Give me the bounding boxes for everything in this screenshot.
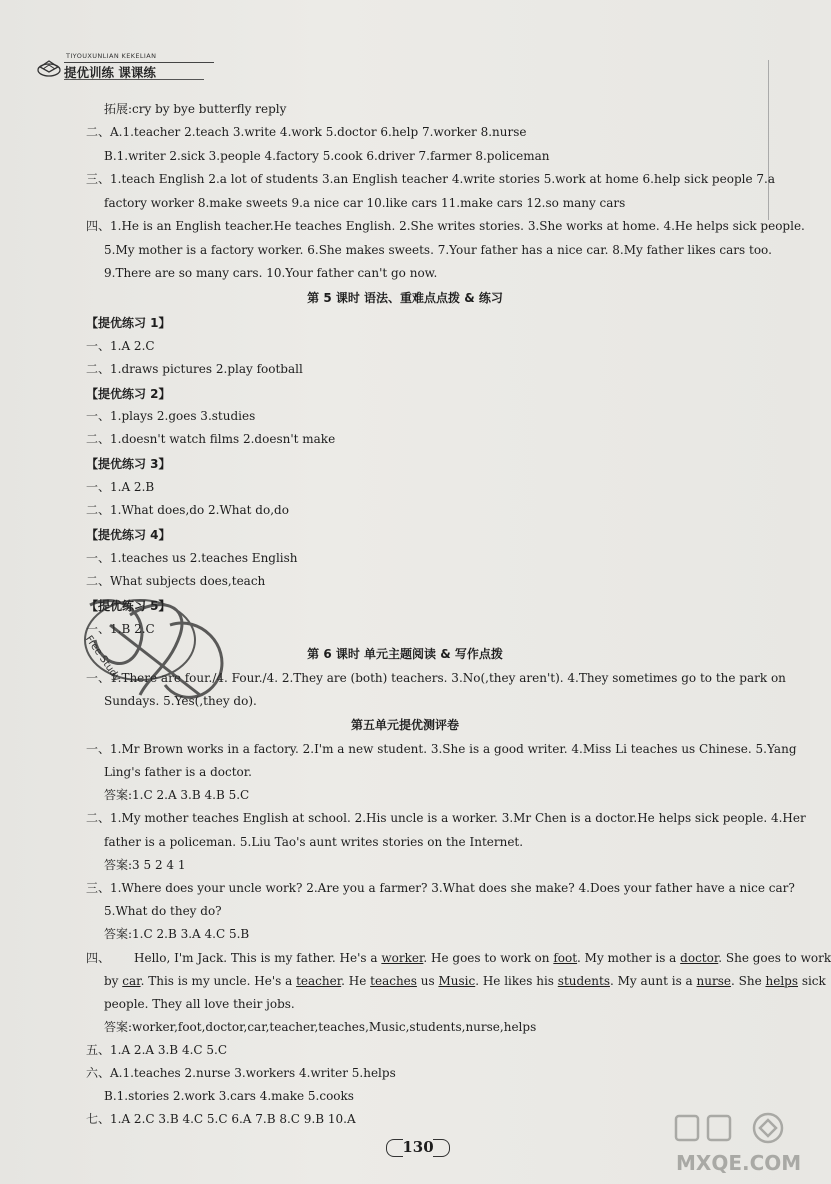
filled-blank: worker [381,951,424,965]
text-line: 一、1.A 2.C [86,339,155,353]
text-line: 一、1.plays 2.goes 3.studies [86,409,256,423]
passage-line-1 [86,950,831,966]
header-title: 提优训练 课课练 [64,65,156,80]
section-heading: 【提优练习 4】 [86,528,171,542]
filled-blank: nurse [696,974,731,988]
filled-blank: teaches [370,974,417,988]
answer-line: 答案:worker,foot,doctor,car,teacher,teaches,Music,students,nurse,helps [104,1020,537,1034]
section-heading: 【提优练习 5】 [86,599,171,613]
passage-text: . My mother is a [577,951,681,965]
text-line: 一、1.A 2.B [86,480,155,494]
page-number-bracket-right [433,1139,450,1157]
passage-text: . He goes to work on [423,951,554,965]
watermark-logo-icon [668,1110,802,1180]
text-line: 一、1.Mr Brown works in a factory. 2.I'm a new student. 3.She is a good writer. 4.Miss Li teaches us Chinese. 5.Yang [86,742,797,756]
text-line: 一、1.There are four./4. Four./4. 2.They are (both) teachers. 3.No(,they aren't). 4.They sometimes go to the park on [86,671,786,685]
text-line: 5.My mother is a factory worker. 6.She makes sweets. 7.Your father has a nice car. 8.My father likes cars too. [104,243,772,257]
text-line: 五、1.A 2.A 3.B 4.C 5.C [86,1043,228,1057]
text-line: 二、1.doesn't watch films 2.doesn't make [86,432,336,446]
text-line: father is a policeman. 5.Liu Tao's aunt writes stories on the Internet. [104,835,524,849]
passage-text: . My aunt is a [609,974,697,988]
stamp-text: Free Study [82,633,123,684]
answer-line: 答案:3 5 2 4 1 [104,858,186,872]
text-line: 二、1.My mother teaches English at school. 2.His uncle is a worker. 3.Mr Chen is a doctor.He helps sick people. 4.Her [86,811,806,825]
header-rule-bottom [64,79,204,80]
text-line: 9.There are so many cars. 10.Your father can't go now. [104,266,438,280]
passage-text: by [104,974,123,988]
filled-blank: students [557,974,610,988]
header-pinyin: TIYOUXUNLIAN KEKELIAN [66,52,157,60]
text-line: Ling's father is a doctor. [104,765,252,779]
passage-text: . She goes to work [718,951,831,965]
text-line: 一、1.B 2.C [86,622,155,636]
text-line: 三、1.Where does your uncle work? 2.Are you a farmer? 3.What does she make? 4.Does your father have a nice car? [86,881,795,895]
text-line: 5.What do they do? [104,904,222,918]
text-line: B.1.stories 2.work 3.cars 4.make 5.cooks [104,1089,354,1103]
section-heading: 【提优练习 2】 [86,387,171,401]
page-number-text: 130 [402,1138,434,1156]
lesson6-title: 第 6 课时 单元主题阅读 & 写作点拨 [307,647,503,661]
section-heading: 【提优练习 1】 [86,316,171,330]
filled-blank: Music [438,974,476,988]
text-line: factory worker 8.make sweets 9.a nice car 10.like cars 11.make cars 12.so many cars [104,196,626,210]
passage-text: . He likes his [475,974,558,988]
lesson5-title: 第 5 课时 语法、重难点点拨 & 练习 [307,291,503,305]
filled-blank: car [122,974,141,988]
passage-text: Hello, I'm Jack. This is my father. He's a [134,951,382,965]
passage-text: sick [798,974,826,988]
filled-blank: foot [553,951,578,965]
passage-text: . He [341,974,371,988]
filled-blank: doctor [680,951,719,965]
text-line: 四、1.He is an English teacher.He teaches English. 2.She writes stories. 3.She works at home. 4.He helps sick people. [86,219,805,233]
text-line: B.1.writer 2.sick 3.people 4.factory 5.cook 6.driver 7.farmer 8.policeman [104,149,550,163]
text-line: 二、What subjects does,teach [86,574,266,588]
svg-text:MXQE.COM: MXQE.COM [676,1151,802,1175]
page-number [382,1136,454,1158]
passage-text: . She [730,974,766,988]
section-heading: 【提优练习 3】 [86,457,171,471]
filled-blank: teacher [296,974,342,988]
text-line: 二、A.1.teacher 2.teach 3.write 4.work 5.doctor 6.help 7.worker 8.nurse [86,125,527,139]
text-line: 拓展:cry by bye butterfly reply [104,102,287,116]
passage-line-3: people. They all love their jobs. [104,997,295,1011]
passage-text: us [416,974,439,988]
filled-blank: helps [765,974,798,988]
site-watermark [668,1110,802,1180]
passage-text: . This is my uncle. He's a [140,974,297,988]
binding-edge [768,60,769,220]
text-line: 三、1.teach English 2.a lot of students 3.an English teacher 4.write stories 5.work at home 6.help sick people 7.a [86,172,775,186]
text-line: 六、A.1.teaches 2.nurse 3.workers 4.writer 5.helps [86,1066,396,1080]
text-line: 二、1.What does,do 2.What do,do [86,503,289,517]
book-header [36,50,186,84]
text-line: 二、1.draws pictures 2.play football [86,362,303,376]
unit-test-title: 第五单元提优测评卷 [350,718,459,732]
free-study-stamp [70,585,270,715]
page-number-bracket-left [386,1139,403,1157]
answer-line: 答案:1.C 2.B 3.A 4.C 5.B [104,927,250,941]
text-line: 七、1.A 2.C 3.B 4.C 5.C 6.A 7.B 8.C 9.B 10.A [86,1112,356,1126]
answer-line: 答案:1.C 2.A 3.B 4.B 5.C [104,788,250,802]
book-logo-icon [36,56,62,78]
passage-label: 四、 [86,951,111,965]
passage-line-2 [104,973,826,989]
text-line: Sundays. 5.Yes(,they do). [104,694,257,708]
text-line: 一、1.teaches us 2.teaches English [86,551,298,565]
